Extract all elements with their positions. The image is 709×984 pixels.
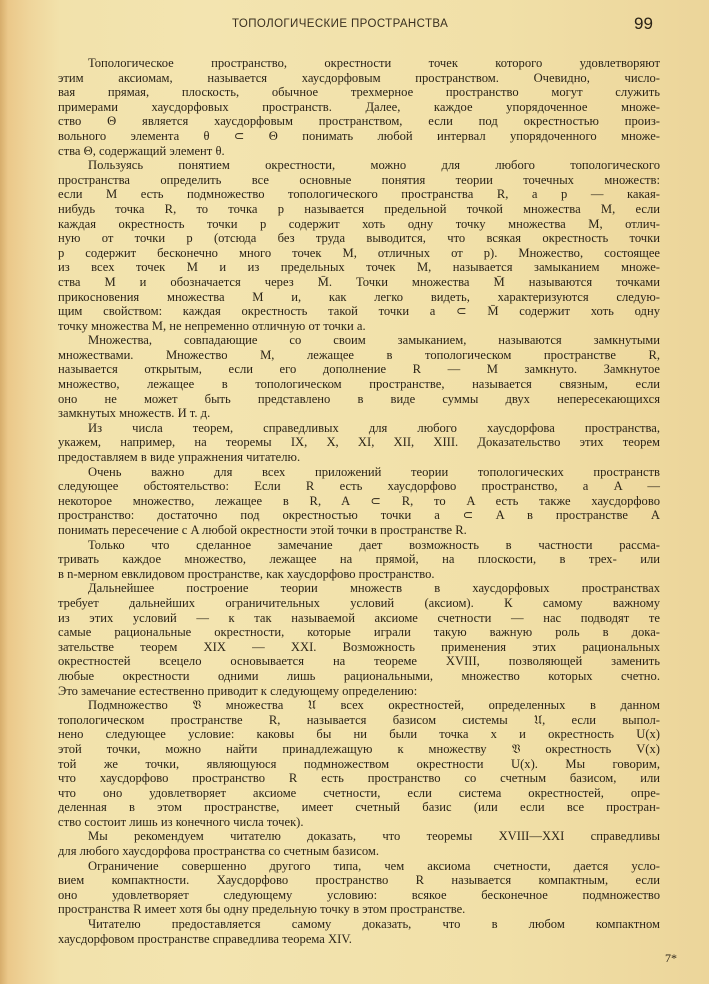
text-line: ство Θ является хаусдорфовым пространством, если под окрестностью произ- [58,114,660,129]
text-line: этой точки, можно найти принадлежащую к множеству 𝔙 окрестность V(x) [58,741,660,756]
text-line: нено следующее условие: каковы бы ни были точка x и окрестность U(x) [58,727,660,742]
text-line: вольного элемента θ ⊂ Θ понимать любой интервал упорядоченного множе- [58,128,660,143]
text-line: Из числа теорем, справедливых для любого хаусдорфова пространства, [88,420,660,435]
text-line: предоставляем в виде упражнения читателю. [58,450,301,465]
text-line: если M есть подмножество топологического пространства R, а p — какая- [58,187,660,202]
paragraph [58,333,660,421]
text-line: множествами. Множество M, лежащее в топологическом пространстве R, [58,347,660,362]
text-line: оно не может быть представлено в виде суммы двух непересекающихся [58,391,660,406]
text-line: ство состоит лишь из конечного числа точек). [58,814,304,829]
text-line: требует дальнейших ограничительных условий (аксиом). К самому важному [58,595,660,610]
text-line: Ограничение совершенно другого типа, чем аксиома счетности, дается усло- [88,858,660,873]
text-line: деленная в этом пространстве, имеет счетный базис (или если все простран- [58,800,660,815]
paragraph [58,581,660,698]
text-line: Очень важно для всех приложений теории топологических пространств [88,464,660,479]
text-line: зательстве теорем XIX — XXI. Возможность применения этих рациональных [58,639,660,654]
paragraph [58,829,660,858]
text-line: из этих условий — к так называемой аксиоме счетности — нас подводят те [58,610,660,625]
text-line: множество, лежащее в топологическом пространстве, называется связным, если [58,377,660,392]
text-line: Мы рекомендуем читателю доказать, что теоремы XVIII—XXI справедливы [88,829,660,844]
text-line: пространства определить все основные понятия теории точечных множеств: [58,172,660,187]
paragraph [58,698,660,829]
page-edge-shadow [0,0,8,984]
paragraph [58,158,660,333]
text-line: замкнутых множеств. И т. д. [58,406,211,421]
text-line: для любого хаусдорфова пространства со счетным базисом. [58,844,379,859]
text-line: Читателю предоставляется самому доказать, что в любом компактном [88,917,660,932]
text-line: Только что сделанное замечание дает возможность в частности рассма- [88,537,660,552]
text-line: Топологическое пространство, окрестности точек которого удовлетворяют [88,56,660,70]
text-line: точку множества M, не непременно отличную от точки a. [58,318,366,333]
body-text [58,56,660,946]
paragraph [58,465,660,538]
text-line: ства M и обозначается через M̄. Точки множества M̄ называются точками [58,274,660,289]
text-line: окрестностей всецело основывается на теореме XVIII, позволяющей заменить [58,654,660,669]
text-line: из всех точек M и из предельных точек M, называется замыканием множе- [58,260,660,275]
text-line: называется открытым, если его дополнение R — M замкнуто. Замкнутое [58,362,660,377]
text-line: понимать пересечение с A любой окрестности этой точки в пространстве R. [58,523,467,537]
text-line: ства Θ, содержащий элемент θ. [58,143,225,158]
text-line: Дальнейшее построение теории множеств в хаусдорфовых пространствах [88,581,660,596]
text-line: оно удовлетворяет следующему условию: всякое бесконечное подмножество [58,887,660,902]
text-line: в n-мерном евклидовом пространстве, как хаусдорфово пространство. [58,566,435,581]
text-line: Пользуясь понятием окрестности, можно для любого топологического [88,158,660,173]
text-line: прикосновения множества M и, как легко видеть, характеризуются следую- [58,289,660,304]
text-line: тривать каждое множество, лежащее на прямой, на плоскости, в трех- или [58,552,660,567]
paragraph [58,56,660,158]
text-line: топологическом пространстве R, называется базисом системы 𝔘, если выпол- [58,712,660,727]
paragraph [58,421,660,465]
page-header [0,16,709,36]
text-line: хаусдорфовом пространстве справедлива теорема XIV. [58,931,352,946]
text-line: Подмножество 𝔙 множества 𝔘 всех окрестностей, определенных в данном [88,698,660,713]
text-line: пространства R имеет хотя бы одну предельную точку в этом пространстве. [58,902,466,917]
text-line: пространство: достаточно под окрестностью точки a ⊂ A в пространстве A [58,508,660,523]
text-line: любые окрестности одними лишь рациональными, множество которых счетно. [58,668,660,683]
text-line: щим свойством: каждая окрестность такой точки a ⊂ M̄ содержит хоть одну [58,304,660,319]
text-line: что хаусдорфово пространство R есть пространство со счетным базисом, или [58,771,660,786]
text-line: каждая окрестность точки p содержит хоть одну точку множества M, отлич- [58,216,660,231]
text-line: ную от точки p (отсюда без труда выводится, что всякая окрестность точки [58,231,660,246]
text-line: укажем, например, на теоремы IX, X, XI, XII, XIII. Доказательство этих теорем [58,435,660,450]
text-line: Множества, совпадающие со своим замыканием, называются замкнутыми [88,333,660,348]
text-line: Это замечание естественно приводит к следующему определению: [58,683,418,698]
text-line: следующее обстоятельство: Если R есть хаусдорфово пространство, а A — [58,479,660,494]
paragraph [58,917,660,946]
paragraph [58,538,660,582]
text-line: что оно удовлетворяет аксиоме счетности, если система окрестностей, опре- [58,785,660,800]
text-line: некоторое множество, лежащее в R, A ⊂ R, то A есть также хаусдорфово [58,493,660,508]
text-line: нибудь точка R, то точка p называется предельной точкой множества M, если [58,201,660,216]
text-line: этим аксиомам, называется хаусдорфовым пространством. Очевидно, число- [58,70,660,85]
text-line: самые рациональные окрестности, которые играли такую важную роль в дока- [58,625,660,640]
page-number: 99 [634,14,653,33]
running-title: ТОПОЛОГИЧЕСКИЕ ПРОСТРАНСТВА [232,18,449,30]
paragraph [58,859,660,917]
text-line: примерами хаусдорфовых пространств. Далее, каждое упорядоченное множе- [58,99,660,114]
text-line: вием компактности. Хаусдорфово пространство R называется компактным, если [58,873,660,888]
text-line: вая прямая, плоскость, обычное трехмерное пространство могут служить [58,85,660,100]
text-line: той же точки, являющуюся подмножеством окрестности U(x). Мы говорим, [58,756,660,771]
printer-signature-mark: 7* [665,951,677,965]
text-line: p содержит бесконечно много точек M, отличных от p). Множество, состоящее [58,245,660,260]
